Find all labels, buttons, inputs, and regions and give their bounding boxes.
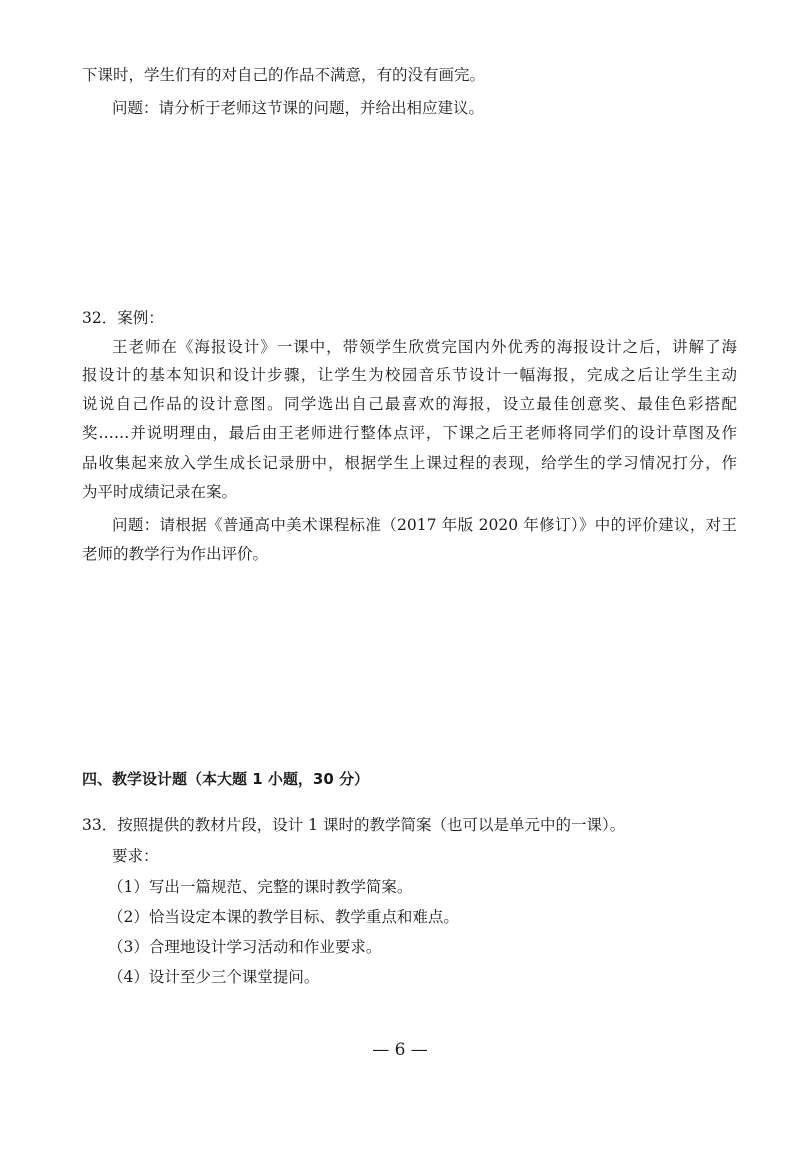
q33-requirements-label: 要求： — [112, 847, 159, 865]
q32-case-line: 奖……并说明理由，最后由王老师进行整体点评，下课之后王老师将同学们的设计草图及作 — [82, 424, 737, 442]
page-number: — 6 — — [372, 1040, 428, 1060]
q32-case-line: 报设计的基本知识和设计步骤，让学生为校园音乐节设计一幅海报，完成之后让学生主动 — [82, 366, 737, 384]
q32-case-line: 为平时成绩记录在案。 — [82, 483, 238, 501]
q32-case-line: 王老师在《海报设计》一课中，带领学生欣赏完国内外优秀的海报设计之后，讲解了海 — [112, 338, 737, 356]
q31-text-line: 下课时，学生们有的对自己的作品不满意，有的没有画完。 — [82, 66, 486, 84]
section-heading: 四、教学设计题（本大题 1 小题，30 分） — [82, 770, 369, 788]
q32-case-line: 品收集起来放入学生成长记录册中，根据学生上课过程的表现，给学生的学习情况打分，作 — [82, 454, 737, 472]
q31-question: 问题：请分析于老师这节课的问题，并给出相应建议。 — [112, 99, 485, 117]
q32-question-line: 问题：请根据《普通高中美术课程标准（2017 年版 2020 年修订）》中的评价建议，对王 — [112, 516, 737, 534]
q32-case-line: 说说自己作品的设计意图。同学选出自己最喜欢的海报，设立最佳创意奖、最佳色彩搭配 — [82, 395, 737, 413]
q33-requirement-item: （3）合理地设计学习活动和作业要求。 — [108, 938, 382, 956]
q33-requirement-item: （4）设计至少三个课堂提问。 — [108, 968, 320, 986]
q33-requirement-item: （1）写出一篇规范、完整的课时教学简案。 — [108, 878, 413, 896]
q32-header: 32．案例： — [82, 309, 164, 327]
q32-question-line: 老师的教学行为作出评价。 — [82, 545, 269, 563]
q33-requirement-item: （2）恰当设定本课的教学目标、教学重点和难点。 — [108, 908, 459, 926]
q33-prompt: 33．按照提供的教材片段，设计 1 课时的教学简案（也可以是单元中的一课）。 — [82, 816, 626, 834]
